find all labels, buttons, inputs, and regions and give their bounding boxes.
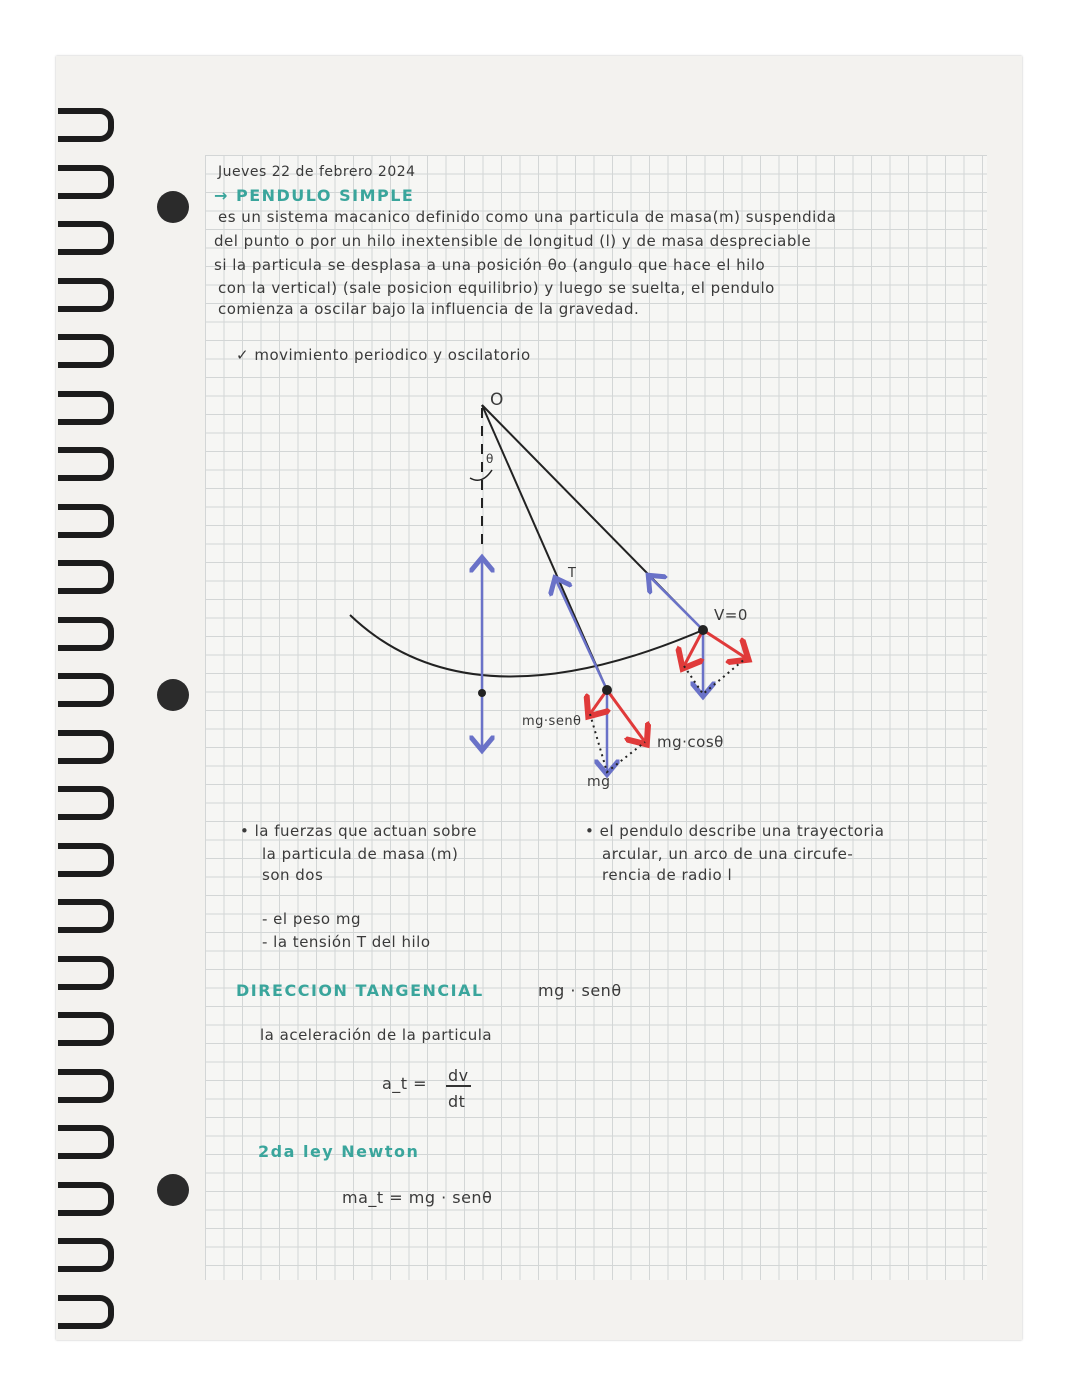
tension-arrow-extreme (650, 577, 703, 630)
mg-cos-arrow (607, 690, 645, 742)
accel-lhs: a_t = (382, 1074, 428, 1093)
trajectory-arc (350, 615, 703, 677)
forces-bullet: son dos (262, 866, 324, 884)
mg-sin-label: mg·senθ (522, 714, 582, 729)
intro-line: comienza a oscilar bajo la influencia de la gravedad. (218, 300, 640, 318)
forces-bullet: la particula de masa (m) (262, 845, 459, 863)
tangential-expr: mg · senθ (538, 981, 622, 1000)
weight-label: mg (587, 774, 611, 790)
mg-cos-arrow-extreme (703, 630, 746, 658)
intro-line: del punto o por un hilo inextensible de longitud (l) y de masa despreciable (214, 232, 812, 250)
tension-arrow (556, 580, 607, 690)
trajectory-bullet: rencia de radio l (602, 866, 733, 884)
newton-heading: 2da ley Newton (258, 1142, 420, 1161)
dotted-components (590, 714, 645, 772)
intro-line: con la vertical) (sale posicion equilibrio) y luego se suelta, el pendulo (218, 279, 775, 297)
angle-label: θ (486, 452, 494, 466)
intro-line: si la particula se desplasa a una posición θo (angulo que hace el hilo (214, 256, 766, 274)
mg-cos-label: mg·cosθ (657, 733, 724, 751)
tangential-heading: DIRECCION TANGENCIAL (236, 981, 484, 1000)
accel-denominator: dt (448, 1092, 466, 1111)
force-item: - el peso mg (262, 910, 361, 928)
intro-line: es un sistema macanico definido como una particula de masa(m) suspendida (218, 208, 837, 226)
tension-label: T (568, 566, 577, 581)
dotted-components-extreme (684, 658, 746, 694)
check-note: ✓ movimiento periodico y oscilatorio (236, 346, 531, 364)
origin-label: O (490, 390, 504, 410)
trajectory-bullet: • el pendulo describe una trayectoria (585, 822, 885, 840)
velocity-label: V=0 (714, 606, 748, 624)
date: Jueves 22 de febrero 2024 (218, 164, 416, 180)
force-item: - la tensión T del hilo (262, 933, 431, 951)
trajectory-bullet: arcular, un arco de una circufe- (602, 845, 854, 863)
accel-numerator: dv (448, 1066, 469, 1085)
newton-equation: ma_t = mg · senθ (342, 1188, 493, 1207)
mg-sin-arrow-extreme (684, 630, 703, 666)
forces-bullet: • la fuerzas que actuan sobre (240, 822, 477, 840)
title: → PENDULO SIMPLE (214, 186, 415, 205)
accel-text: la aceleración de la particula (260, 1026, 493, 1044)
